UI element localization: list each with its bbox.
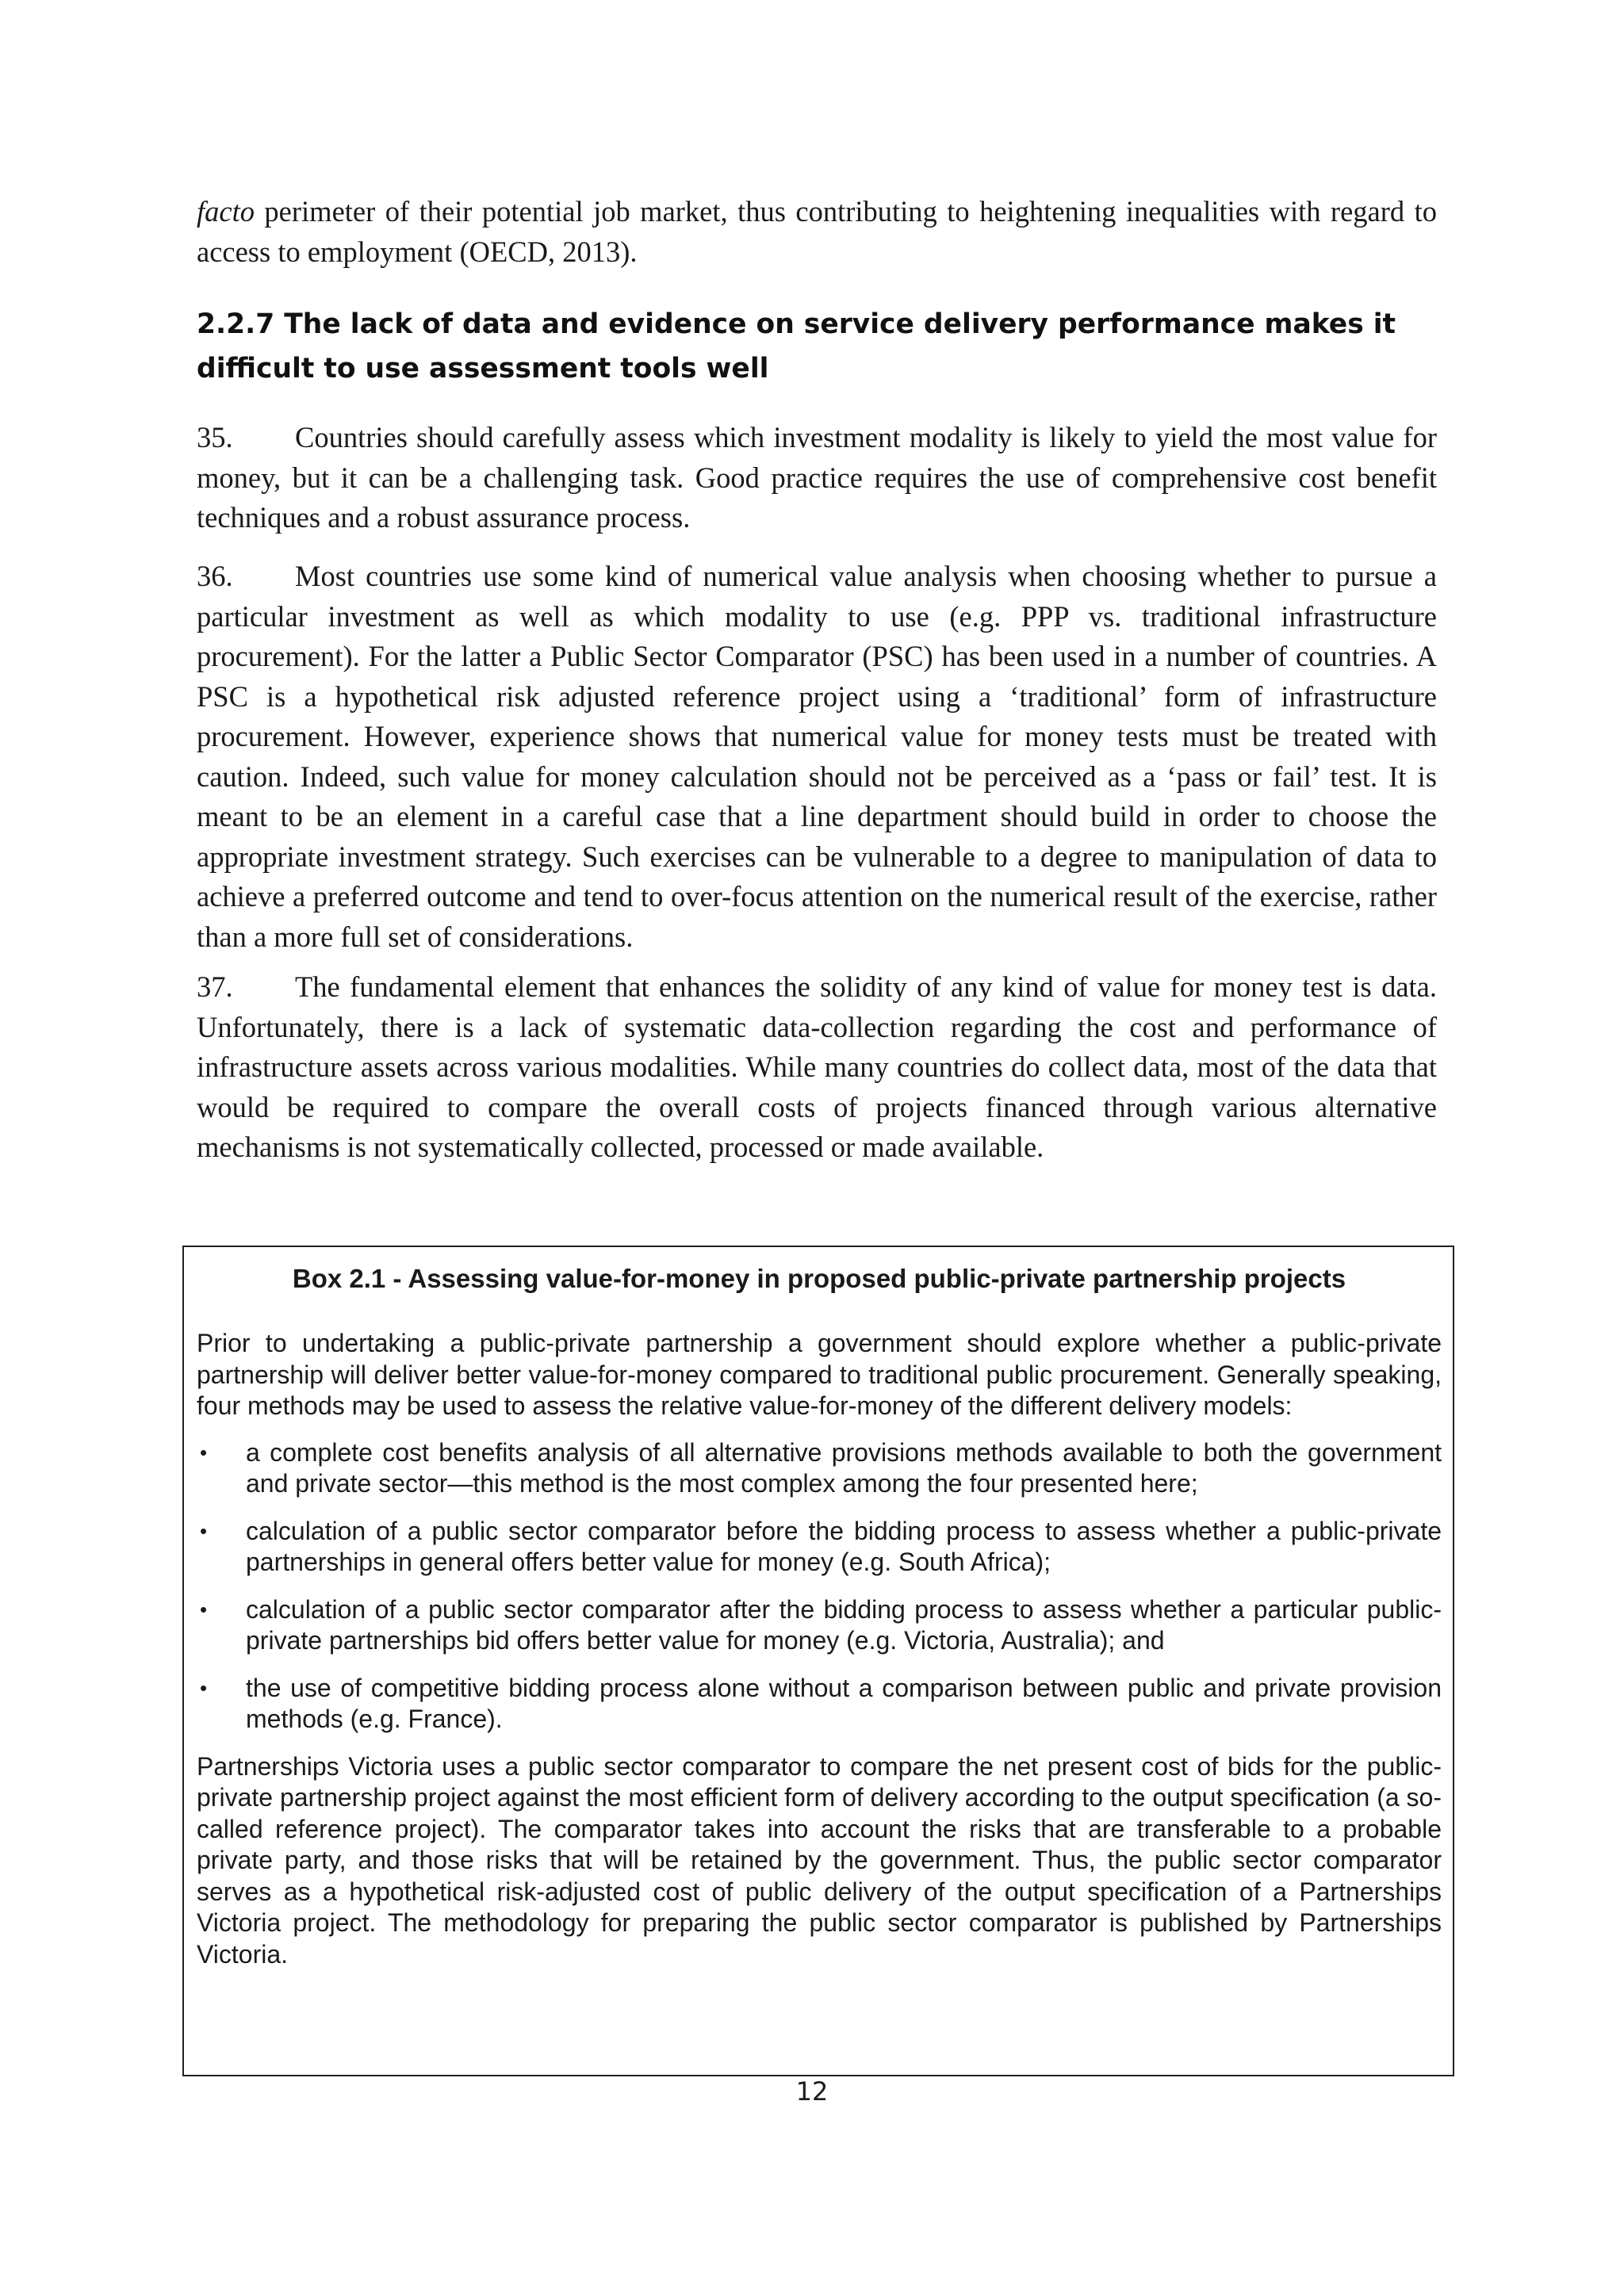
paragraph-text: Countries should carefully assess which investment modality is likely to yield the most value for money, but it can be a challenging task. Good practice requires the use of comprehensive cost benefit techniques and a robust assurance process. xyxy=(197,421,1437,534)
list-item xyxy=(197,1594,1442,1657)
paragraph-35 xyxy=(197,418,1437,538)
paragraph-text: The fundamental element that enhances the solidity of any kind of value for money test is data. Unfortunately, there is a lack of systematic data-collection regarding the cost and performance of infrastructure assets across various modalities. While many countries do collect data, most of the data that would be required to compare the overall costs of projects financed through various alternative mechanisms is not systematically collected, processed or made available. xyxy=(197,970,1437,1163)
section-heading: 2.2.7 The lack of data and evidence on service delivery performance makes it difficult to use assessment tools well xyxy=(197,308,1396,385)
list-item xyxy=(197,1437,1442,1500)
bullet-icon: • xyxy=(200,1597,208,1621)
list-item xyxy=(197,1516,1442,1578)
list-item-text: a complete cost benefits analysis of all alternative provisions methods available to both the government and private sector—this method is the most complex among the four presented here; xyxy=(246,1437,1442,1498)
box-closing: Partnerships Victoria uses a public sector comparator to compare the net present cost of bids for the public-private partnership project against the most efficient form of delivery according to the output specification (a so-called reference project). The comparator takes into account the risks that are transferable to a probable private party, and those risks that will be retained by the government. Thus, the public sector comparator serves as a hypothetical risk-adjusted cost of public delivery of the output specification of a Partnerships Victoria project. The methodology for preparing the public sector comparator is published by Partnerships Victoria. xyxy=(197,1751,1442,1969)
bullet-icon: • xyxy=(200,1440,208,1464)
page-number: 12 xyxy=(795,2076,829,2107)
list-item-text: the use of competitive bidding process alone without a comparison between public and private provision methods (e.g. France). xyxy=(246,1673,1442,1733)
box-intro: Prior to undertaking a public-private partnership a government should explore whether a public-private partnership will deliver better value-for-money compared to traditional public procurement. Generally speaking, four methods may be used to assess the relative value-for-money of the different delivery models: xyxy=(197,1329,1442,1420)
box-content xyxy=(197,1263,1442,1970)
paragraph-36 xyxy=(197,557,1437,957)
list-item-text: calculation of a public sector comparator before the bidding process to assess whether a public-private partnerships in general offers better value for money (e.g. South Africa); xyxy=(246,1516,1442,1576)
box-title: Box 2.1 - Assessing value-for-money in proposed public-private partnership projects xyxy=(292,1264,1346,1293)
box-2-1 xyxy=(182,1246,1454,2076)
intro-italic-word: facto xyxy=(197,195,255,228)
list-item-text: calculation of a public sector comparator after the bidding process to assess whether a particular public-private partnerships bid offers better value for money (e.g. Victoria, Australia); and xyxy=(246,1594,1442,1655)
paragraph-number: 36. xyxy=(197,560,233,592)
bullet-icon: • xyxy=(200,1675,208,1700)
box-bullet-list xyxy=(197,1437,1442,1735)
paragraph-37 xyxy=(197,967,1437,1168)
intro-paragraph xyxy=(197,192,1437,272)
paragraph-text: Most countries use some kind of numerical value analysis when choosing whether to pursue a particular investment as well as which modality to use (e.g. PPP vs. traditional infrastructure procurement). For the latter a Public Sector Comparator (PSC) has been used in a number of countries. A PSC is a hypothetical risk adjusted reference project using a ‘traditional’ form of infrastructure procurement. However, experience shows that numerical value for money tests must be treated with caution. Indeed, such value for money calculation should not be perceived as a ‘pass or fail’ test. It is meant to be an element in a careful case that a line department should build in order to choose the appropriate investment strategy. Such exercises can be vulnerable to a degree to manipulation of data to achieve a preferred outcome and tend to over-focus attention on the numerical result of the exercise, rather than a more full set of considerations. xyxy=(197,560,1437,953)
list-item xyxy=(197,1673,1442,1735)
bullet-icon: • xyxy=(200,1518,208,1543)
paragraph-number: 37. xyxy=(197,970,233,1003)
paragraph-number: 35. xyxy=(197,421,233,453)
intro-text: perimeter of their potential job market, thus contributing to heightening inequalities with regard to access to employment (OECD, 2013). xyxy=(197,195,1437,268)
